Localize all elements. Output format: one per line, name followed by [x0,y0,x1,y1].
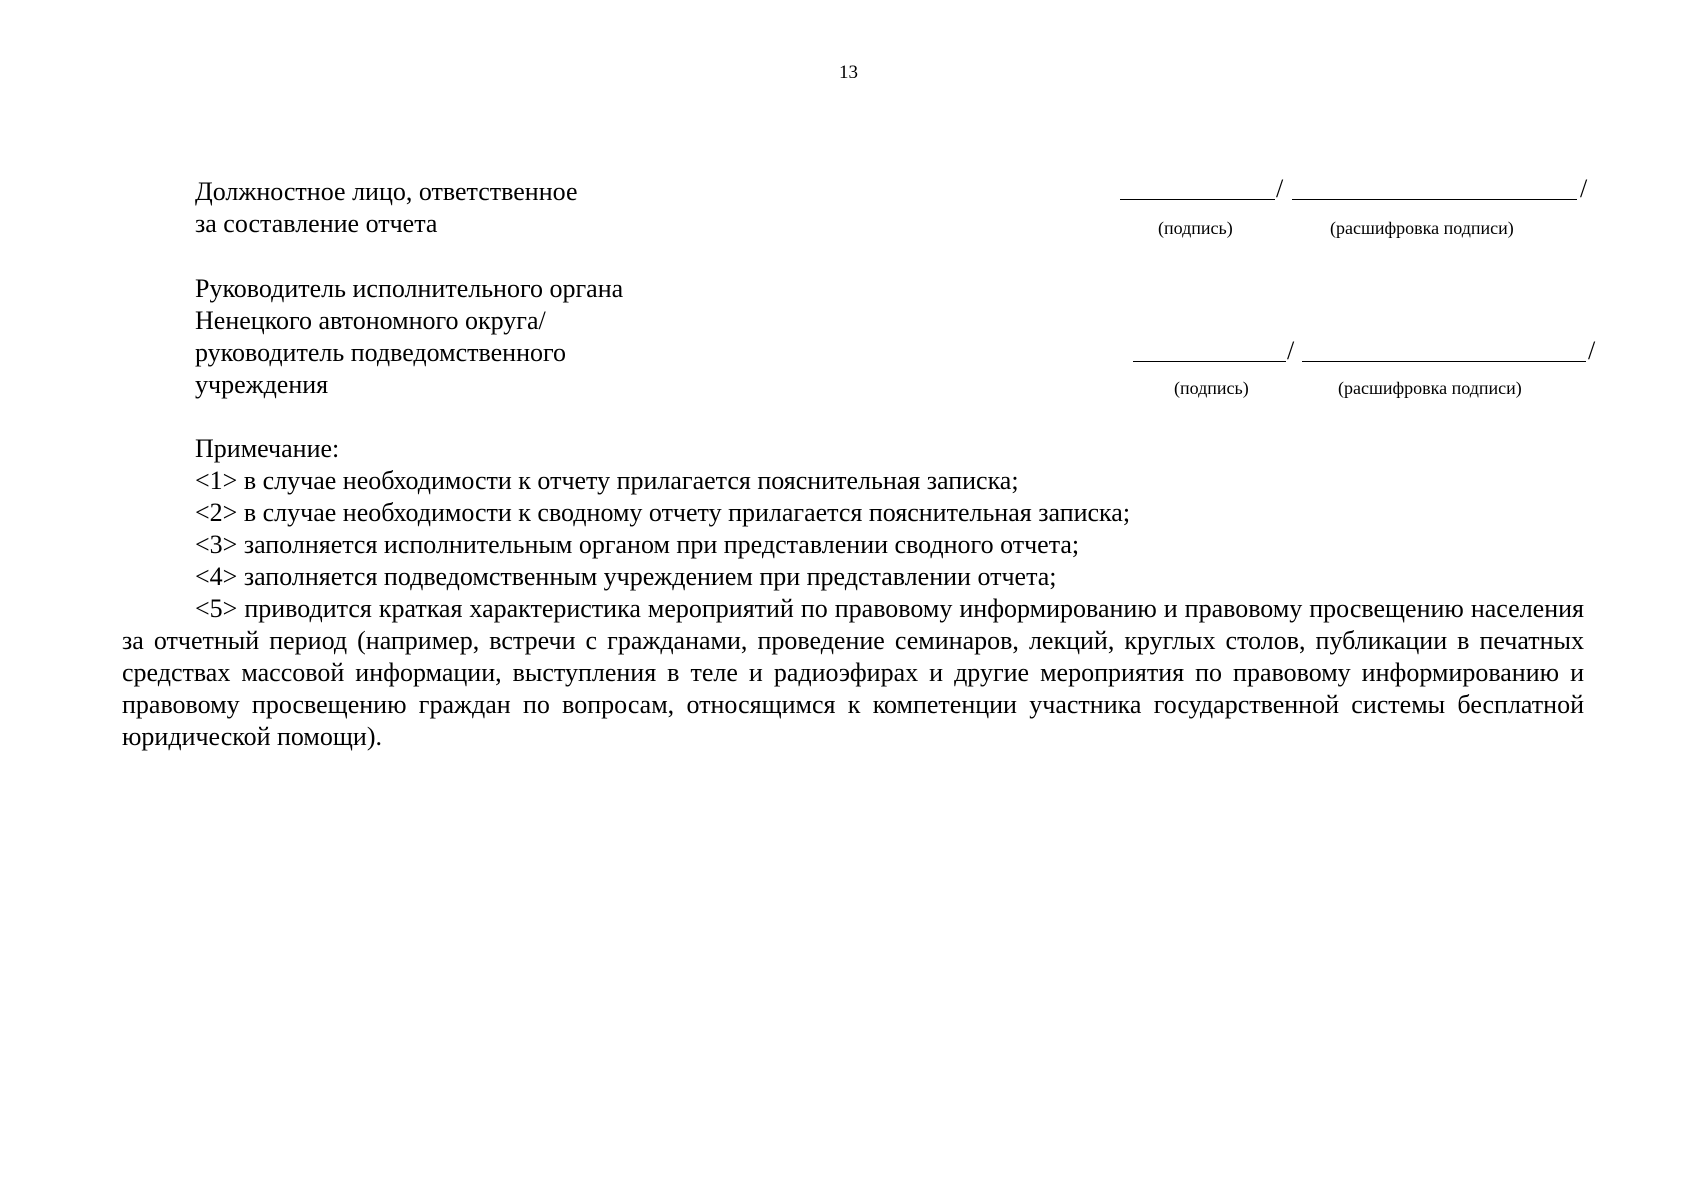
label-line: учреждения [195,370,329,399]
signature-caption: (подпись) [1158,218,1233,238]
note-item: <2> в случае необходимости к сводному отчету прилагается пояснительная записка; [195,498,1131,527]
label-line: Должностное лицо, ответственное [195,177,578,206]
signature-slash: / [1276,174,1284,203]
signature-decoding-field [1302,361,1586,362]
note-item: <4> заполняется подведомственным учреждением при представлении отчета; [195,562,1057,591]
head-of-executive-body-label [195,273,623,401]
signature-field [1120,199,1275,200]
signature-decoding-caption: (расшифровка подписи) [1330,218,1514,238]
note-item: <3> заполняется исполнительным органом при представлении сводного отчета; [195,530,1080,559]
signature-field [1133,361,1286,362]
label-line: Ненецкого автономного округа/ [195,306,546,335]
signature-caption: (подпись) [1174,378,1249,398]
responsible-official-label [195,176,577,240]
signature-line-2 [1133,336,1598,366]
signature-decoding-field [1292,199,1577,200]
notes-title: Примечание: [195,434,340,463]
note-item-long: <5> приводится краткая характеристика мероприятий по правовому информированию и правовому просвещению населения за отчетный период (например, встречи с гражданами, проведение семинаров, лекций, круглых столов, публикации в печатных средствах массовой информации, выступления в теле и радиоэфирах и другие мероприятия по правовому информированию и правовому просвещению граждан по вопросам, относящимся к компетенции участника государственной системы бесплатной юридической помощи). [122,594,1584,751]
label-line: Руководитель исполнительного органа [195,274,624,303]
signature-slash-end: / [1588,336,1596,365]
label-line: за составление отчета [195,209,438,238]
label-line: руководитель подведомственного [195,338,567,367]
signature-line-1 [1120,174,1590,204]
note-item: <1> в случае необходимости к отчету прилагается пояснительная записка; [195,466,1019,495]
signature-slash-end: / [1580,174,1588,203]
page-number: 13 [839,62,858,83]
signature-decoding-caption: (расшифровка подписи) [1338,378,1522,398]
notes-section [122,433,1584,753]
signature-slash: / [1287,336,1295,365]
